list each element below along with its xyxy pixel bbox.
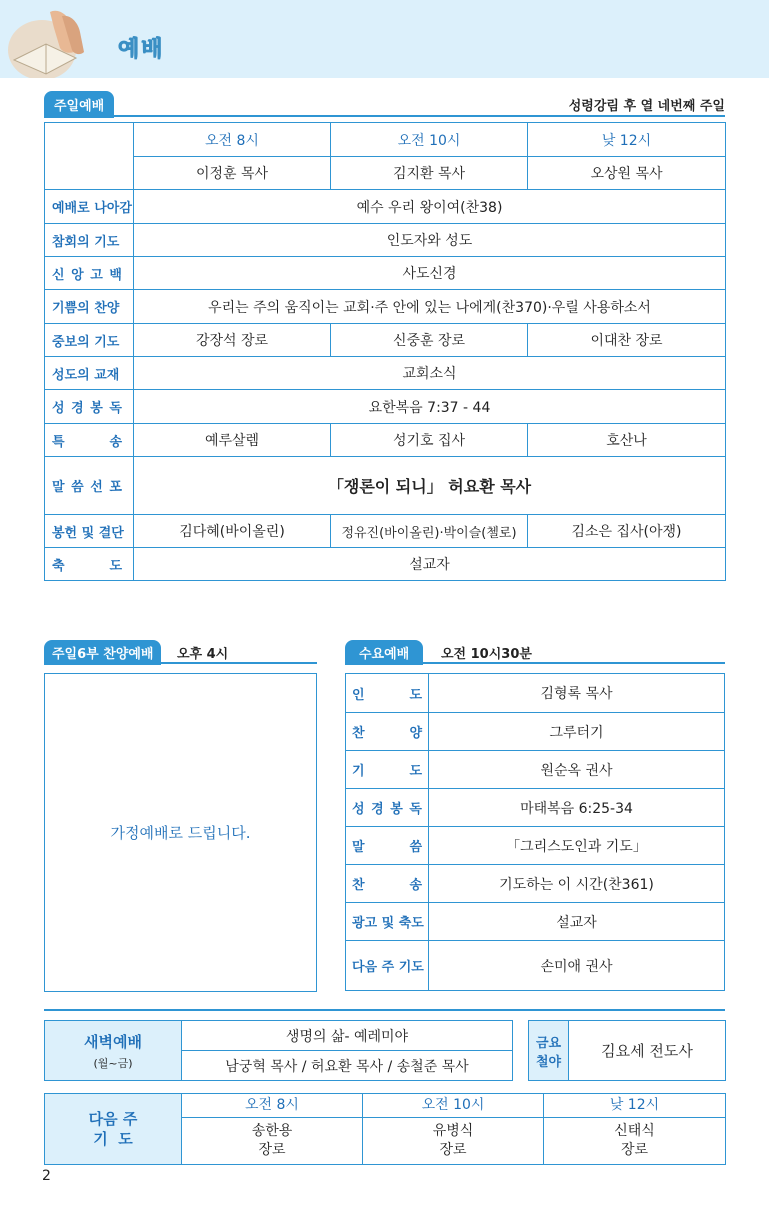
minister-cell: 김지환 목사 xyxy=(331,157,528,190)
next-week-title-cell xyxy=(45,1094,182,1165)
dawn-leaders: 남궁혁 목사 / 허요환 목사 / 송철준 목사 xyxy=(182,1051,513,1081)
friday-title: 철야 xyxy=(535,1054,562,1070)
friday-vigil-table xyxy=(528,1020,726,1081)
notice-text: 가정예배로 드립니다. xyxy=(110,824,251,842)
table-row xyxy=(346,713,725,751)
row-value: 마태복음 6:25-34 xyxy=(429,789,725,827)
label-char: 도 xyxy=(109,558,122,574)
table-row xyxy=(45,157,726,190)
row-label: 참회의 기도 xyxy=(45,224,134,257)
table-row xyxy=(346,674,725,713)
row-value: 그루터기 xyxy=(429,713,725,751)
minister-cell: 이정훈 목사 xyxy=(134,157,331,190)
prayer-person-cell: 유병식 장로 xyxy=(363,1118,544,1165)
main-service-subtitle: 성령강림 후 열 네번째 주일 xyxy=(568,99,725,114)
row-value: 강장석 장로 xyxy=(134,324,331,357)
friday-title: 금요 xyxy=(535,1035,562,1051)
dawn-title: 새벽예배 xyxy=(84,1032,142,1051)
table-row xyxy=(45,357,726,390)
row-value: 예수 우리 왕이여(찬38) xyxy=(134,190,726,224)
wednesday-header xyxy=(345,640,725,664)
corner-cell xyxy=(45,123,134,190)
label-char: 백 xyxy=(109,267,122,283)
row-label: 성도의 교재 xyxy=(45,357,134,390)
row-value: 원순옥 권사 xyxy=(429,751,725,789)
praying-hands-bible-icon xyxy=(6,4,98,78)
table-row xyxy=(45,548,726,581)
main-service-table xyxy=(44,122,726,581)
label-char: 포 xyxy=(109,480,122,495)
row-value: 기도하는 이 시간(찬361) xyxy=(429,865,725,903)
row-value: 이대찬 장로 xyxy=(528,324,726,357)
row-value: 김형록 목사 xyxy=(429,674,725,713)
row-value: 우리는 주의 움직이는 교회·주 안에 있는 나에게(찬370)·우릴 사용하소서 xyxy=(134,290,726,324)
friday-leader: 김요세 전도사 xyxy=(569,1021,726,1081)
row-label: 찬 양 xyxy=(346,713,429,751)
dawn-days: (월~금) xyxy=(93,1056,133,1070)
time-cell: 낮 12시 xyxy=(528,123,726,157)
sunday6-notice xyxy=(44,673,317,992)
row-label: 중보의 기도 xyxy=(45,324,134,357)
section-divider xyxy=(44,1009,725,1011)
row-value: 정유진(바이올린)·박이슬(첼로) xyxy=(331,515,528,548)
time-cell: 오전 8시 xyxy=(134,123,331,157)
dawn-title-cell xyxy=(45,1021,182,1081)
row-value: 예루살렘 xyxy=(134,424,331,457)
wednesday-tab: 수요예배 xyxy=(345,640,423,665)
row-value: 성기호 집사 xyxy=(331,424,528,457)
time-cell: 오전 10시 xyxy=(363,1094,544,1118)
minister-cell: 오상원 목사 xyxy=(528,157,726,190)
row-label xyxy=(45,390,134,424)
row-label: 찬 송 xyxy=(346,865,429,903)
table-row xyxy=(346,751,725,789)
table-row xyxy=(346,903,725,941)
prayer-person-cell: 송한용 장로 xyxy=(182,1118,363,1165)
sunday6-tab: 주일6부 찬양예배 xyxy=(44,640,161,665)
row-label: 봉헌 및 결단 xyxy=(45,515,134,548)
next-week-title: 기 도 xyxy=(93,1130,133,1148)
label-char: 봉 xyxy=(90,401,103,416)
row-label: 기쁨의 찬양 xyxy=(45,290,134,324)
row-value: 손미애 권사 xyxy=(429,941,725,991)
page-header xyxy=(0,0,769,78)
wednesday-table xyxy=(345,673,725,991)
main-service-tab: 주일예배 xyxy=(44,91,114,118)
time-cell: 낮 12시 xyxy=(544,1094,726,1118)
table-row xyxy=(346,789,725,827)
prayer-person-cell: 신태식 장로 xyxy=(544,1118,726,1165)
table-row xyxy=(346,941,725,991)
dawn-prayer-table xyxy=(44,1020,513,1081)
table-row xyxy=(45,290,726,324)
row-label: 광고 및 축도 xyxy=(346,903,429,941)
label-char: 앙 xyxy=(71,267,84,283)
row-value: 설교자 xyxy=(134,548,726,581)
label-char: 말 xyxy=(52,480,65,495)
table-row xyxy=(529,1021,726,1081)
row-label: 성 경 봉 독 xyxy=(346,789,429,827)
sermon-title: 「쟁론이 되니」 허요환 목사 xyxy=(134,457,726,515)
row-value: 요한복음 7:37 - 44 xyxy=(134,390,726,424)
sunday6-time: 오후 4시 xyxy=(177,647,229,662)
table-row xyxy=(45,257,726,290)
label-char: 선 xyxy=(90,480,103,495)
label-char: 송 xyxy=(109,434,122,450)
table-row xyxy=(346,827,725,865)
label-char: 축 xyxy=(52,558,65,574)
table-row xyxy=(45,390,726,424)
row-value: 「그리스도인과 기도」 xyxy=(429,827,725,865)
label-char: 경 xyxy=(71,401,84,416)
table-row xyxy=(45,324,726,357)
label-char: 신 xyxy=(52,267,65,283)
row-value: 김다혜(바이올린) xyxy=(134,515,331,548)
row-value: 신중훈 장로 xyxy=(331,324,528,357)
row-label: 인 도 xyxy=(346,674,429,713)
page-number: 2 xyxy=(42,1168,51,1184)
row-label xyxy=(45,457,134,515)
row-value: 사도신경 xyxy=(134,257,726,290)
row-label xyxy=(45,257,134,290)
row-value: 김소은 집사(아쟁) xyxy=(528,515,726,548)
time-cell: 오전 10시 xyxy=(331,123,528,157)
label-char: 씀 xyxy=(71,480,84,495)
sunday6-header xyxy=(44,640,317,664)
table-row xyxy=(45,424,726,457)
row-label: 예배로 나아감 xyxy=(45,190,134,224)
table-row xyxy=(45,515,726,548)
row-label: 다음 주 기도 xyxy=(346,941,429,991)
next-week-prayer-table xyxy=(44,1093,726,1165)
page-title: 예배 xyxy=(118,37,165,62)
table-row xyxy=(45,457,726,515)
row-value: 인도자와 성도 xyxy=(134,224,726,257)
row-label: 말 씀 xyxy=(346,827,429,865)
row-label xyxy=(45,424,134,457)
table-row xyxy=(45,224,726,257)
time-cell: 오전 8시 xyxy=(182,1094,363,1118)
row-value: 호산나 xyxy=(528,424,726,457)
friday-title-cell xyxy=(529,1021,569,1081)
wednesday-time: 오전 10시30분 xyxy=(441,647,532,662)
table-row xyxy=(45,1094,726,1118)
table-row xyxy=(45,123,726,157)
table-row xyxy=(45,190,726,224)
row-label: 기 도 xyxy=(346,751,429,789)
next-week-title: 다음 주 xyxy=(88,1109,138,1128)
label-char: 특 xyxy=(52,434,65,450)
main-service-header xyxy=(44,91,725,117)
table-row xyxy=(346,865,725,903)
label-char: 고 xyxy=(90,267,103,283)
dawn-topic: 생명의 삶- 예레미야 xyxy=(182,1021,513,1051)
label-char: 성 xyxy=(52,401,65,416)
row-value: 설교자 xyxy=(429,903,725,941)
label-char: 독 xyxy=(109,401,122,416)
table-row xyxy=(45,1021,513,1051)
row-label xyxy=(45,548,134,581)
row-value: 교회소식 xyxy=(134,357,726,390)
